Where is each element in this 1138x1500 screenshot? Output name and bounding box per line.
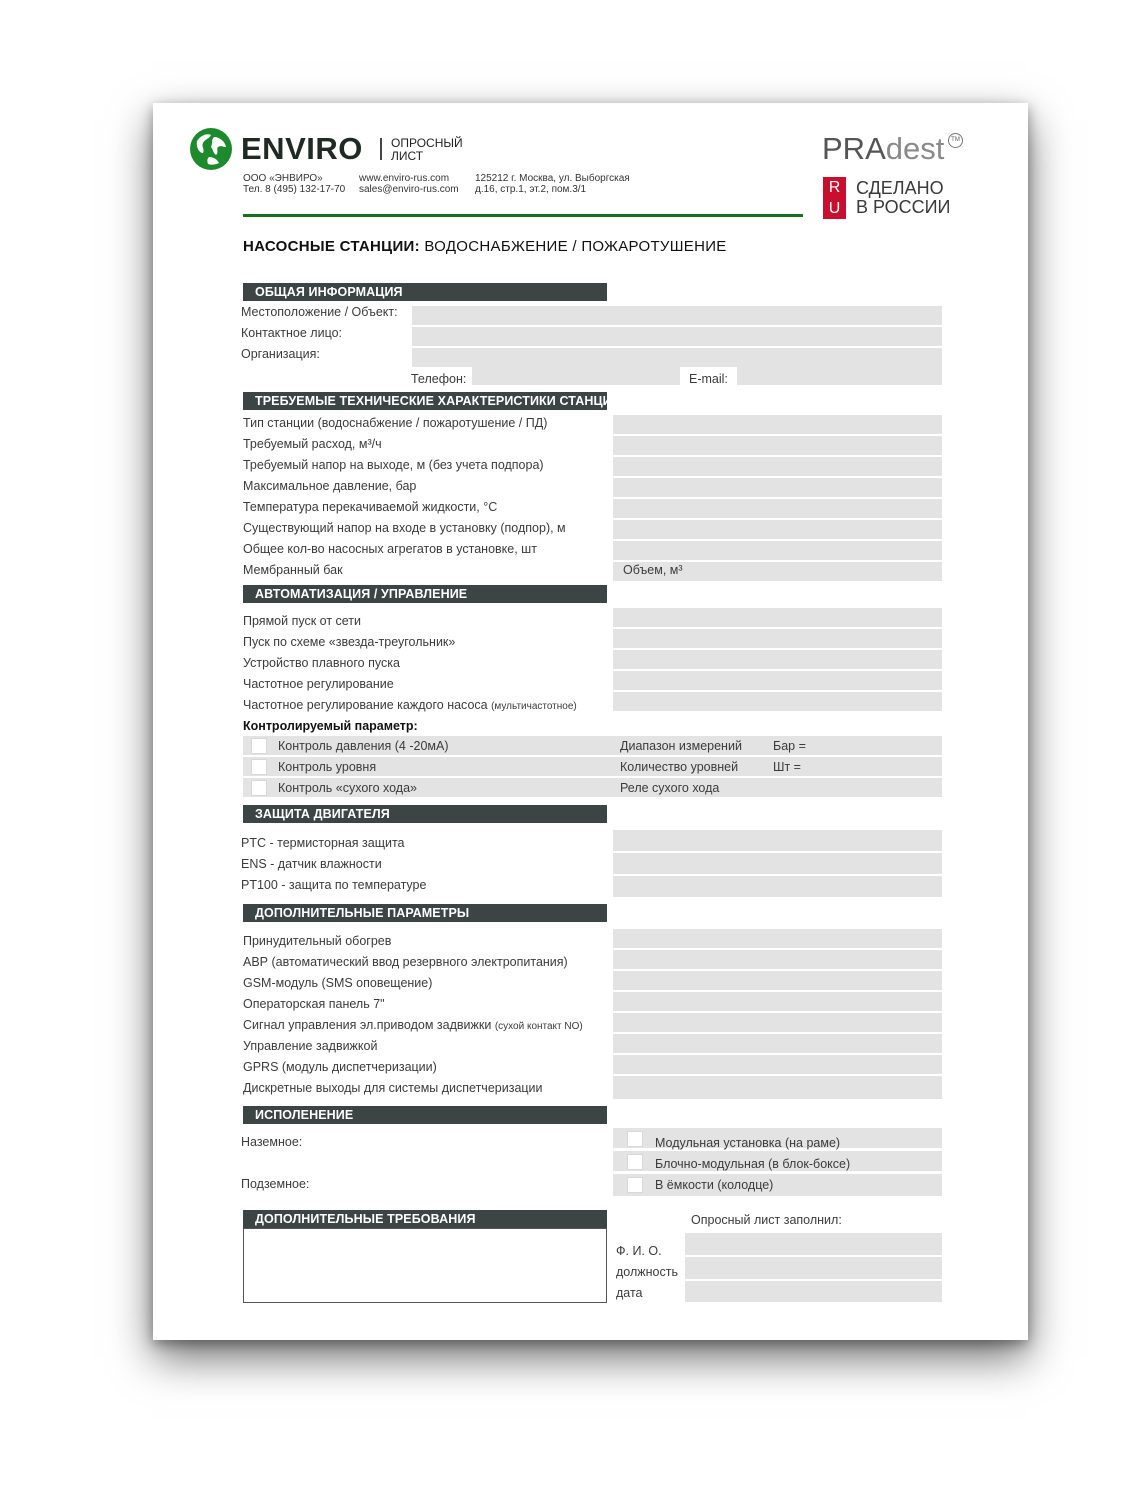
motor-row-label: PT100 - защита по температуре [241,878,427,892]
made-line1: СДЕЛАНО [856,178,944,198]
company-contacts [243,173,345,195]
section-motor-header: ЗАЩИТА ДВИГАТЕЛЯ [243,805,607,823]
execution-option-label: В ёмкости (колодце) [655,1178,774,1192]
soft-starter-field[interactable] [613,650,942,669]
ground-label: Наземное: [241,1135,303,1149]
pradest-part1: PRA [822,131,886,166]
tech-row-label: Общее кол-во насосных агрегатов в установке, шт [243,542,537,556]
modular-frame-checkbox[interactable] [627,1131,643,1147]
pradest-logo [822,131,944,167]
section-general-header: ОБЩАЯ ИНФОРМАЦИЯ [243,283,607,301]
extra-row-label: GPRS (модуль диспетчеризации) [243,1060,437,1074]
execution-option-label: Модульная установка (на раме) [655,1136,841,1150]
date-label: дата [616,1286,643,1300]
filled-by-label: Опросный лист заполнил: [691,1213,842,1227]
ru-letter-r: R [828,179,841,196]
control-label: Контроль уровня [278,760,377,774]
pradest-part2: dest [885,131,945,166]
extra-row-label: Операторская панель 7" [243,997,385,1011]
tech-row-label: Мембранный бак [243,563,343,577]
operator-panel-field[interactable] [613,992,942,1011]
company-name: ООО «ЭНВИРО» [243,173,323,184]
flow-rate-field[interactable] [613,436,942,455]
company-address [475,173,630,195]
star-delta-field[interactable] [613,629,942,648]
tech-row-label: Тип станции (водоснабжение / пожаротушение / ПД) [243,416,548,430]
web-contacts [359,173,459,195]
date-field[interactable] [685,1281,942,1302]
inlet-head-field[interactable] [613,520,942,539]
title-rest: ВОДОСНАБЖЕНИЕ / ПОЖАРОТУШЕНИЕ [419,238,727,255]
section-automation-header: АВТОМАТИЗАЦИЯ / УПРАВЛЕНИЕ [243,585,607,603]
outlet-head-field[interactable] [613,457,942,476]
valve-control-field[interactable] [613,1034,942,1053]
control-unit: Шт = [773,760,801,774]
doc-type-label [391,137,463,163]
automation-row-label: Прямой пуск от сети [243,614,362,628]
position-field[interactable] [685,1257,942,1279]
phone-field[interactable] [472,367,680,385]
section-tech-header: ТРЕБУЕМЫЕ ТЕХНИЧЕСКИЕ ХАРАКТЕРИСТИКИ СТАНЦИИ [243,392,607,410]
controlled-parameter-title: Контролируемый параметр: [243,719,418,733]
multi-freq-field[interactable] [613,692,942,711]
level-count-input[interactable] [813,758,939,775]
brand-name: ENVIRO [241,131,363,166]
email-field[interactable] [737,367,942,385]
control-param: Реле сухого хода [620,781,720,795]
email-link[interactable]: sales@enviro-rus.com [359,184,459,195]
motor-row-label: ENS - датчик влажности [241,857,382,871]
location-field[interactable] [412,306,942,325]
direct-start-field[interactable] [613,608,942,627]
automation-row-label: Пуск по схеме «звезда-треугольник» [243,635,456,649]
fluid-temperature-field[interactable] [613,499,942,518]
automation-row-label: Частотное регулирование [243,677,394,691]
title-bold: НАСОСНЫЕ СТАНЦИИ: [243,238,420,255]
made-in-russia-label [856,179,951,217]
fio-field[interactable] [685,1233,942,1255]
section-execution-header: ИСПОЛЕНЕНИЕ [243,1106,607,1124]
phone-label: Телефон: [411,372,467,386]
address-line1: 125212 г. Москва, ул. Выборгская [475,173,630,184]
ru-flag-icon [823,177,846,219]
control-param: Количество уровней [620,760,739,774]
control-label: Контроль «сухого хода» [278,781,417,795]
discrete-outputs-field[interactable] [613,1076,942,1099]
dry-run-control-checkbox[interactable] [251,780,267,796]
pressure-range-input[interactable] [813,737,939,754]
well-tank-checkbox[interactable] [627,1177,643,1193]
tech-row-label: Требуемый расход, м³/ч [243,437,382,451]
multi-freq-note: (мультичастотное) [491,701,577,712]
automation-row-label [243,698,577,712]
company-phone: Тел. 8 (495) 132-17-70 [243,184,346,195]
trademark-badge: TM [948,133,963,148]
address-line2: д.16, стр.1, эт.2, пом.3/1 [475,184,587,195]
email-label: E-mail: [689,372,728,386]
contact-field[interactable] [412,327,942,346]
organization-label: Организация: [241,347,320,361]
gprs-field[interactable] [613,1055,942,1074]
freq-control-field[interactable] [613,671,942,690]
doc-type-line2: ЛИСТ [391,149,424,163]
fio-label: Ф. И. О. [616,1244,662,1258]
station-type-field[interactable] [613,415,942,434]
organization-field[interactable] [412,348,942,367]
max-pressure-field[interactable] [613,478,942,497]
doc-type-line1: ОПРОСНЫЙ [391,136,463,150]
extra-row-label: GSM-модуль (SMS оповещение) [243,976,433,990]
pt100-field[interactable] [613,876,942,897]
tank-volume-label: Объем, м³ [623,563,683,577]
contact-label: Контактное лицо: [241,326,343,340]
requirements-textarea[interactable] [243,1228,607,1303]
questionnaire-sheet [153,103,1028,1340]
automation-row-label: Устройство плавного пуска [243,656,400,670]
level-control-checkbox[interactable] [251,759,267,775]
website-link[interactable]: www.enviro-rus.com [359,173,450,184]
tech-row-label: Требуемый напор на выходе, м (без учета подпора) [243,458,544,472]
pump-count-field[interactable] [613,541,942,560]
valve-signal-note: (сухой контакт NO) [494,1021,583,1032]
extra-row-label: Управление задвижкой [243,1039,378,1053]
underground-label: Подземное: [241,1177,310,1191]
heating-field[interactable] [613,929,942,948]
header-divider-line [243,214,803,217]
made-line2: В РОССИИ [856,197,951,217]
ens-field[interactable] [613,853,942,874]
control-param: Диапазон измерений [620,739,742,753]
extra-row-label: Дискретные выходы для системы диспетчеризации [243,1081,543,1095]
globe-logo-icon [189,127,233,171]
position-label: должность [616,1265,678,1279]
control-label: Контроль давления (4 -20мА) [278,739,449,753]
ptc-field[interactable] [613,830,942,851]
pressure-control-checkbox[interactable] [251,738,267,754]
valve-signal-label: Сигнал управления эл.приводом задвижки [243,1018,492,1032]
section-requirements-header: ДОПОЛНИТЕЛЬНЫЕ ТРЕБОВАНИЯ [243,1210,607,1228]
tech-row-label: Температура перекачиваемой жидкости, °С [243,500,498,514]
multi-freq-label: Частотное регулирование каждого насоса [243,698,488,712]
page-title [243,238,727,255]
ru-letter-u: U [828,200,841,217]
motor-row-label: PTC - термисторная защита [241,836,405,850]
block-box-checkbox[interactable] [627,1154,643,1170]
extra-row-label: АВР (автоматический ввод резервного электропитания) [243,955,568,969]
gsm-field[interactable] [613,971,942,990]
execution-option-label: Блочно-модульная (в блок-боксе) [655,1157,851,1171]
brand-divider [380,138,382,160]
section-extra-header: ДОПОЛНИТЕЛЬНЫЕ ПАРАМЕТРЫ [243,904,607,922]
ats-field[interactable] [613,950,942,969]
valve-signal-field[interactable] [613,1013,942,1032]
extra-row-label: Принудительный обогрев [243,934,392,948]
tech-row-label: Максимальное давление, бар [243,479,417,493]
location-label: Местоположение / Объект: [241,305,398,319]
tech-row-label: Существующий напор на входе в установку (подпор), м [243,521,566,535]
control-unit: Бар = [773,739,806,753]
extra-row-label [243,1018,583,1032]
